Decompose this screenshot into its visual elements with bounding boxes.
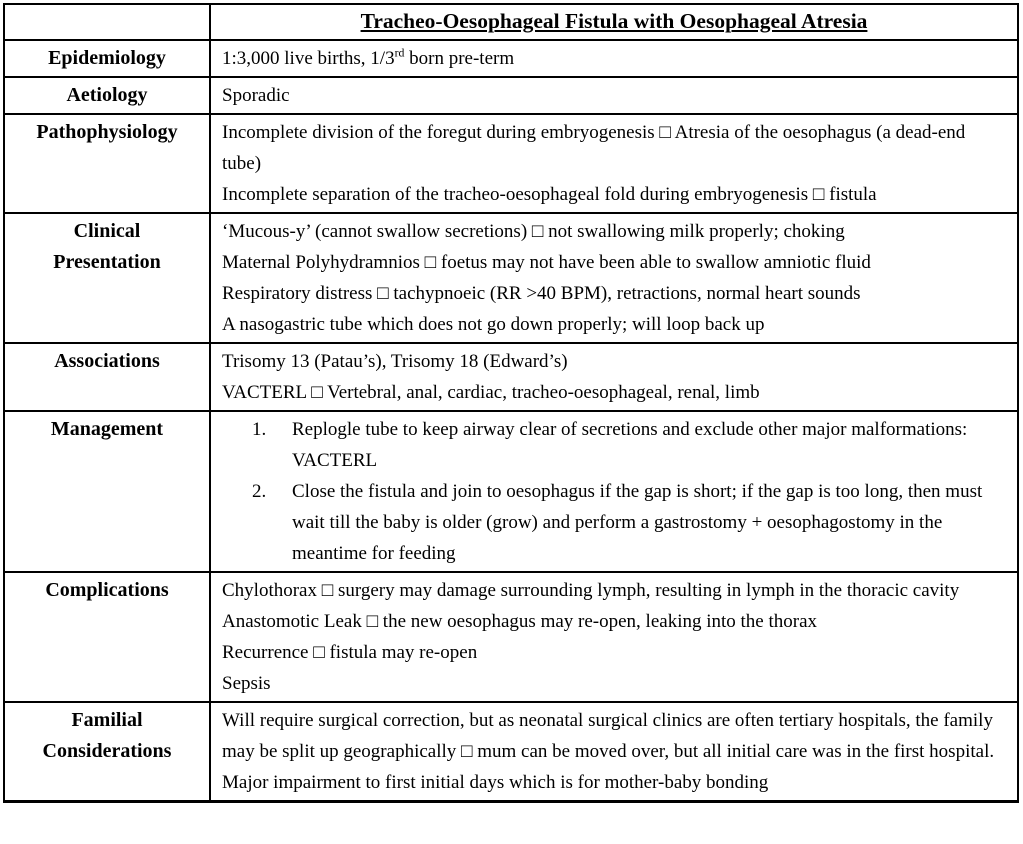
text-segment: VACTERL □ Vertebral, anal, cardiac, tracheo-oesophageal, renal, limb — [222, 382, 760, 403]
row-content — [210, 343, 1018, 411]
row-label — [4, 77, 210, 114]
table-row — [4, 572, 1018, 702]
content-line — [222, 179, 1007, 210]
table-row — [4, 702, 1018, 802]
row-content — [210, 213, 1018, 343]
row-content — [210, 114, 1018, 213]
table-row — [4, 40, 1018, 77]
row-content — [210, 572, 1018, 702]
row-label — [4, 114, 210, 213]
content-line — [222, 637, 1007, 668]
content-line — [222, 80, 1007, 111]
numbered-list-item — [222, 414, 1007, 476]
row-label — [4, 702, 210, 802]
text-segment: 1:3,000 live births, 1/3 — [222, 48, 395, 69]
text-segment: Maternal Polyhydramnios □ foetus may not have been able to swallow amniotic fluid — [222, 252, 871, 273]
text-segment: Trisomy 13 (Patau’s), Trisomy 18 (Edward’s) — [222, 351, 568, 372]
content-line — [222, 377, 1007, 408]
list-item-number: 2. — [252, 481, 267, 502]
content-line — [222, 43, 1007, 74]
table-row — [4, 343, 1018, 411]
text-segment: Chylothorax □ surgery may damage surrounding lymph, resulting in lymph in the thoracic cavity — [222, 580, 960, 601]
row-label-line: Complications — [45, 579, 169, 601]
row-label — [4, 411, 210, 572]
content-line — [222, 216, 1007, 247]
row-content — [210, 77, 1018, 114]
row-content — [210, 702, 1018, 802]
content-line — [222, 705, 1007, 767]
row-label — [4, 213, 210, 343]
table-title: Tracheo-Oesophageal Fistula with Oesophageal Atresia — [360, 9, 868, 33]
table-title-cell — [210, 4, 1018, 40]
table-row — [4, 77, 1018, 114]
row-label-line: Management — [50, 418, 164, 440]
row-content — [210, 40, 1018, 77]
row-label-line: Considerations — [42, 740, 172, 762]
content-line — [222, 247, 1007, 278]
row-label-line: Pathophysiology — [36, 121, 178, 143]
content-line — [222, 668, 1007, 699]
text-segment: Incomplete separation of the tracheo-oesophageal fold during embryogenesis □ fistula — [222, 184, 877, 205]
text-segment: Sporadic — [222, 85, 290, 106]
text-segment: Sepsis — [222, 673, 271, 694]
row-label-line: Aetiology — [66, 84, 148, 106]
text-segment: Anastomotic Leak □ the new oesophagus may re-open, leaking into the thorax — [222, 611, 818, 632]
list-item-text: Close the fistula and join to oesophagus if the gap is short; if the gap is too long, then must wait till the baby is older (grow) and perform a gastrostomy + oesophagostomy in the meantime for feeding — [292, 481, 983, 564]
table-header-row — [4, 4, 1018, 40]
row-label-line: Familial — [71, 709, 143, 731]
list-item-number: 1. — [252, 419, 267, 440]
row-label-line: Associations — [54, 350, 160, 372]
row-label-line: Epidemiology — [48, 47, 166, 69]
row-label — [4, 40, 210, 77]
row-label-line: Presentation — [53, 251, 161, 273]
content-line — [222, 767, 1007, 798]
row-label — [4, 343, 210, 411]
header-empty-cell — [4, 4, 210, 40]
content-line — [222, 117, 1007, 179]
text-segment: Incomplete division of the foregut during embryogenesis □ Atresia of the oesophagus (a dead-end tube) — [222, 122, 966, 174]
content-line — [222, 606, 1007, 637]
table-row — [4, 411, 1018, 572]
table-row — [4, 114, 1018, 213]
text-segment: Respiratory distress □ tachypnoeic (RR >40 BPM), retractions, normal heart sounds — [222, 283, 861, 304]
table-row — [4, 213, 1018, 343]
text-segment: Will require surgical correction, but as neonatal surgical clinics are often tertiary hospitals, the family may be split up geographically □ mum can be moved over, but all initial care was in the first hospital. — [222, 710, 995, 762]
disease-summary-table — [3, 3, 1019, 803]
row-label-line: Clinical — [73, 220, 141, 242]
content-line — [222, 575, 1007, 606]
content-line — [222, 309, 1007, 340]
content-line — [222, 346, 1007, 377]
text-segment: A nasogastric tube which does not go down properly; will loop back up — [222, 314, 765, 335]
content-line — [222, 278, 1007, 309]
numbered-list-item — [222, 476, 1007, 569]
row-content — [210, 411, 1018, 572]
row-label — [4, 572, 210, 702]
text-segment: ‘Mucous-y’ (cannot swallow secretions) □ not swallowing milk properly; choking — [222, 221, 845, 242]
superscript-text: rd — [394, 46, 405, 60]
text-segment: Recurrence □ fistula may re-open — [222, 642, 478, 663]
text-segment: Major impairment to first initial days which is for mother-baby bonding — [222, 772, 769, 793]
list-item-text: Replogle tube to keep airway clear of secretions and exclude other major malformations: VACTERL — [292, 419, 968, 471]
text-segment: born pre-term — [404, 48, 515, 69]
